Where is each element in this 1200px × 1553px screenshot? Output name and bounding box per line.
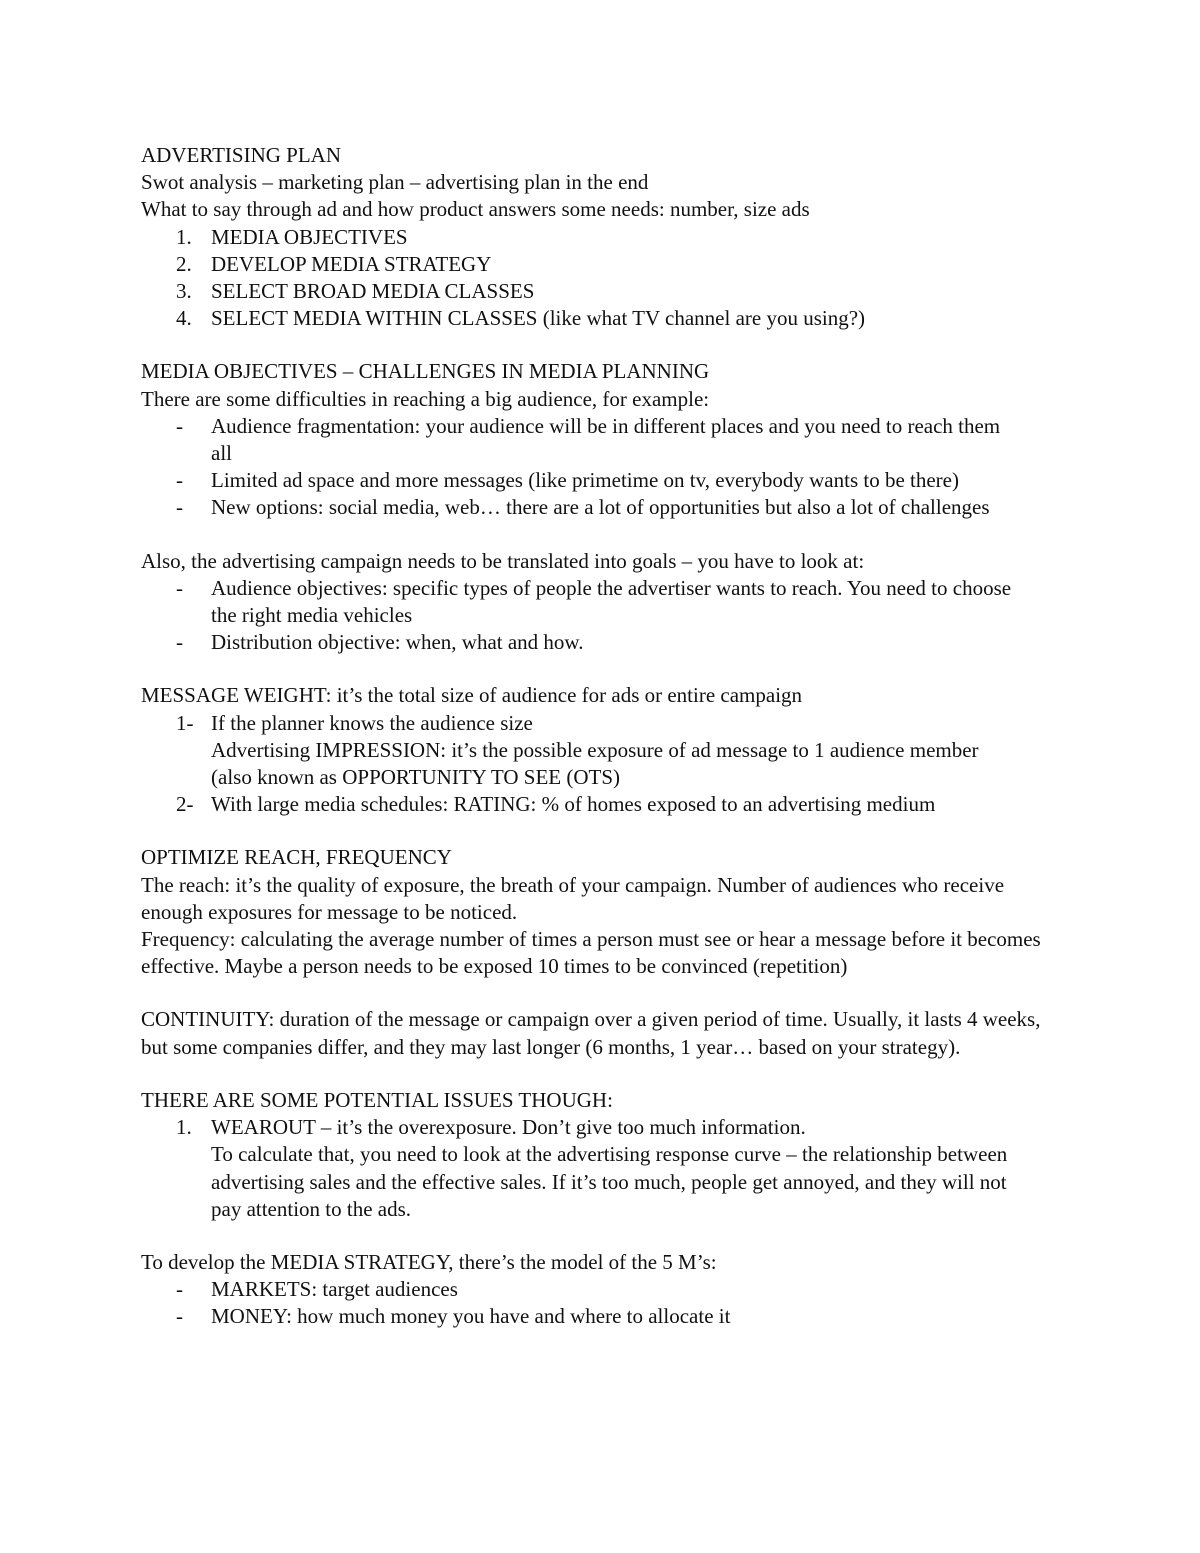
strategy-list — [141, 1276, 1071, 1330]
spacer — [141, 522, 1071, 548]
list-item-text: MONEY: how much money you have and where to allocate it — [211, 1304, 731, 1329]
list-item-text: New options: social media, web… there are a lot of opportunities but also a lot of challenges — [211, 495, 990, 520]
goals-intro: Also, the advertising campaign needs to be translated into goals – you have to look at: — [141, 548, 865, 573]
list-item-subtext: To calculate that, you need to look at the advertising response curve – the relationship between advertising sales and the effective sales. If it’s too much, people get annoyed, and they will not pay attention to the ads. — [211, 1142, 1008, 1221]
reach-paragraph: The reach: it’s the quality of exposure, the breath of your campaign. Number of audiences who receive enough exposures for message to be noticed. — [141, 872, 1005, 924]
issues-heading: THERE ARE SOME POTENTIAL ISSUES THOUGH: — [141, 1087, 613, 1112]
strategy-intro: To develop the MEDIA STRATEGY, there’s the model of the 5 M’s: — [141, 1249, 717, 1274]
challenges-list — [141, 413, 1071, 522]
reach-heading: OPTIMIZE REACH, FREQUENCY — [141, 845, 452, 870]
list-item-text: Audience fragmentation: your audience will be in different places and you need to reach them all — [211, 413, 1001, 466]
spacer — [141, 656, 1071, 682]
list-item-text: With large media schedules: RATING: % of homes exposed to an advertising medium — [211, 792, 936, 817]
list-item-text: MEDIA OBJECTIVES — [211, 224, 408, 249]
goals-list — [141, 575, 1071, 657]
list-item — [141, 278, 1071, 305]
list-item — [141, 629, 1071, 656]
list-marker: 2- — [176, 792, 194, 817]
spacer — [141, 980, 1071, 1006]
document-title: ADVERTISING PLAN — [141, 143, 341, 167]
list-marker: - — [176, 495, 183, 520]
list-item-text: SELECT BROAD MEDIA CLASSES — [211, 279, 535, 304]
frequency-paragraph: Frequency: calculating the average number of times a person must see or hear a message before it becomes effective. Maybe a person needs to be exposed 10 times to be convinced (repetition) — [141, 927, 1041, 979]
list-item — [141, 305, 1071, 332]
list-item — [141, 710, 1071, 792]
message-weight-heading: MESSAGE WEIGHT: it’s the total size of audience for ads or entire campaign — [141, 683, 803, 708]
list-item — [141, 494, 1071, 521]
list-marker: 2. — [176, 251, 192, 276]
list-item — [141, 1276, 1071, 1303]
list-item-text: WEAROUT – it’s the overexposure. Don’t give too much information. — [211, 1115, 806, 1140]
list-item — [141, 413, 1071, 467]
list-item — [141, 791, 1071, 818]
list-item-text: Limited ad space and more messages (like primetime on tv, everybody wants to be there) — [211, 468, 959, 493]
list-marker: - — [176, 468, 183, 493]
list-item — [141, 224, 1071, 251]
challenges-intro: There are some difficulties in reaching a big audience, for example: — [141, 386, 710, 411]
list-item — [141, 1303, 1071, 1330]
list-item-text: If the planner knows the audience size — [211, 710, 533, 735]
list-marker: - — [176, 630, 183, 655]
intro-line-1: Swot analysis – marketing plan – advertising plan in the end — [141, 170, 649, 195]
list-marker: 4. — [176, 306, 192, 331]
list-item-text: Audience objectives: specific types of people the advertiser wants to reach. You need to choose the right media vehicles — [211, 575, 1012, 628]
list-marker: - — [176, 1304, 183, 1329]
list-marker: - — [176, 413, 183, 438]
list-marker: 1. — [176, 1115, 192, 1140]
list-item-subtext: Advertising IMPRESSION: it’s the possible exposure of ad message to 1 audience member (also known as OPPORTUNITY TO SEE (OTS) — [211, 737, 979, 790]
list-marker: 3. — [176, 279, 192, 304]
continuity-paragraph: CONTINUITY: duration of the message or campaign over a given period of time. Usually, it lasts 4 weeks, but some companies differ, and they may last longer (6 months, 1 year… based on your strategy). — [141, 1007, 1041, 1059]
document-page — [141, 142, 1071, 1331]
list-item-text: MARKETS: target audiences — [211, 1277, 458, 1302]
list-marker: - — [176, 575, 183, 600]
list-marker: 1. — [176, 224, 192, 249]
list-item — [141, 575, 1071, 629]
list-item-text: Distribution objective: when, what and how. — [211, 630, 584, 655]
spacer — [141, 332, 1071, 358]
list-item-text: SELECT MEDIA WITHIN CLASSES (like what TV channel are you using?) — [211, 306, 866, 331]
spacer — [141, 818, 1071, 844]
list-marker: - — [176, 1277, 183, 1302]
spacer — [141, 1061, 1071, 1087]
list-item — [141, 251, 1071, 278]
list-item-text: DEVELOP MEDIA STRATEGY — [211, 251, 492, 276]
list-marker: 1- — [176, 710, 194, 735]
challenges-heading: MEDIA OBJECTIVES – CHALLENGES IN MEDIA PLANNING — [141, 359, 710, 384]
message-weight-list — [141, 710, 1071, 819]
intro-line-2: What to say through ad and how product answers some needs: number, size ads — [141, 197, 810, 222]
issues-list — [141, 1114, 1071, 1223]
list-item — [141, 467, 1071, 494]
list-item — [141, 1114, 1071, 1223]
spacer — [141, 1223, 1071, 1249]
steps-list — [141, 224, 1071, 333]
